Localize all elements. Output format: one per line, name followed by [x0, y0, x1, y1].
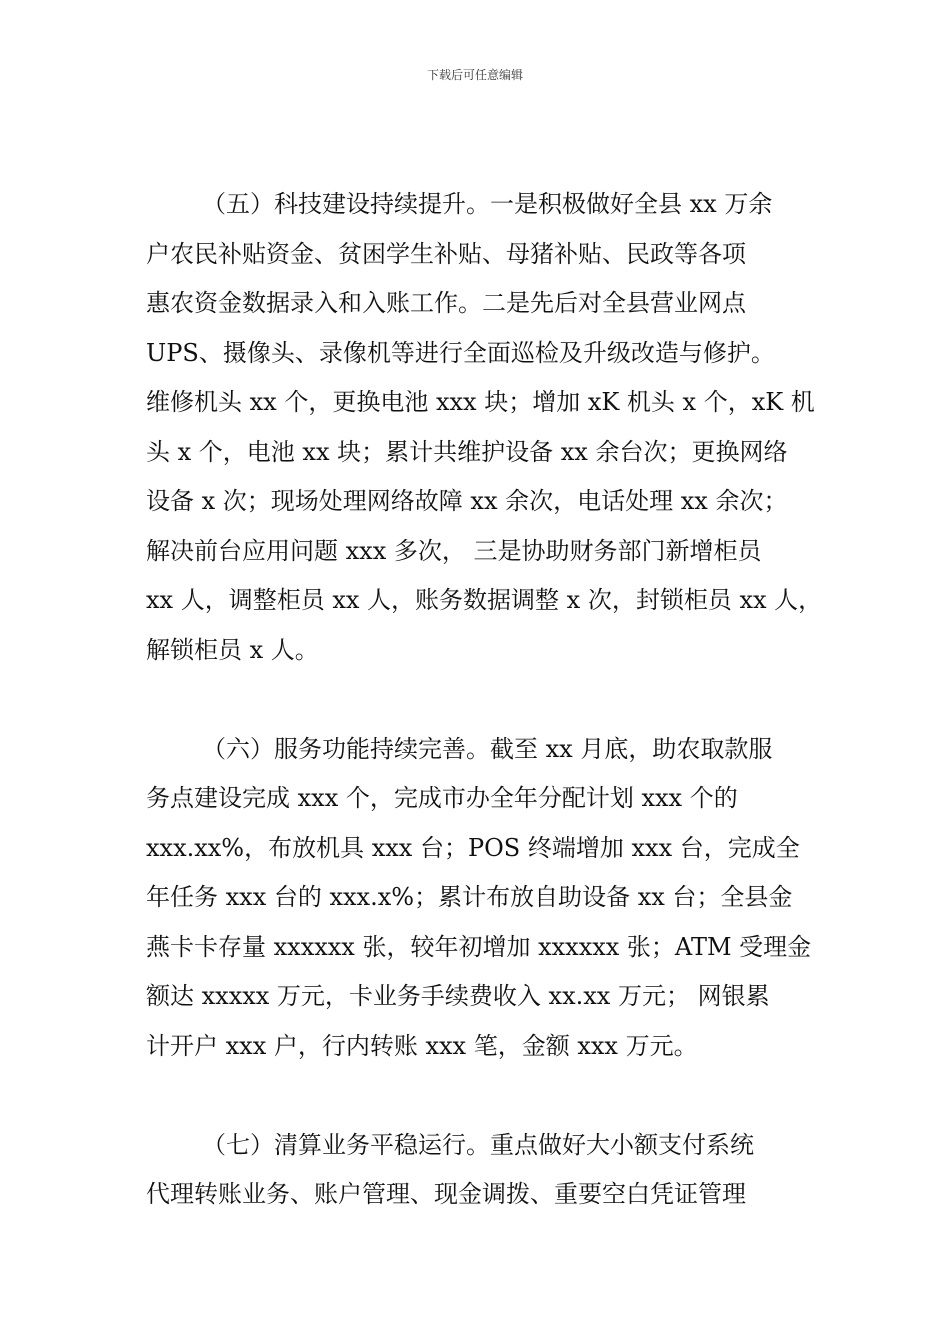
page-header: 下载后可任意编辑 — [426, 68, 523, 82]
paragraph-line: 户农民补贴资金、贫困学生补贴、母猪补贴、民政等各项 — [146, 239, 746, 268]
document-body — [146, 180, 823, 1220]
paragraph-line: UPS、摄像头、录像机等进行全面巡检及升级改造与修护。 — [146, 338, 775, 367]
paragraph-line: 头 x 个，电池 xx 块；累计共维护设备 xx 余台次；更换网络 — [146, 437, 788, 466]
paragraph-line: 解锁柜员 x 人。 — [146, 635, 319, 664]
paragraph-line: 代理转账业务、账户管理、现金调拨、重要空白凭证管理 — [146, 1180, 746, 1208]
paragraph-line: xxx.xx%，布放机具 xxx 台；POS 终端增加 xxx 台，完成全 — [146, 833, 800, 862]
paragraph-line: （五）科技建设持续提升。一是积极做好全县 xx 万余 — [202, 190, 773, 218]
paragraph-tech-construction — [146, 180, 823, 675]
paragraph-spacer — [146, 1071, 814, 1121]
paragraph-line: xx 人，调整柜员 xx 人，账务数据调整 x 次，封锁柜员 xx 人， — [146, 586, 823, 614]
paragraph-line: 维修机头 xx 个，更换电池 xxx 块；增加 xK 机头 x 个，xK 机 — [146, 388, 815, 416]
paragraph-line: 计开户 xxx 户，行内转账 xxx 笔，金额 xxx 万元。 — [146, 1031, 698, 1060]
paragraph-line: 惠农资金数据录入和入账工作。二是先后对全县营业网点 — [146, 289, 746, 317]
paragraph-line: （六）服务功能持续完善。截至 xx 月底，助农取款服 — [202, 734, 773, 763]
paragraph-line: 设备 x 次；现场处理网络故障 xx 余次，电话处理 xx 余次； — [146, 487, 788, 515]
paragraph-line: 务点建设完成 xxx 个，完成市办全年分配计划 xxx 个的 — [146, 784, 738, 812]
paragraph-service-functions — [146, 725, 814, 1072]
paragraph-line: 年任务 xxx 台的 xxx.x%；累计布放自助设备 xx 台；全县金 — [146, 883, 793, 911]
paragraph-line: 额达 xxxxx 万元，卡业务手续费收入 xx.xx 万元； 网银累 — [146, 982, 770, 1010]
paragraph-line: 燕卡卡存量 xxxxxx 张，较年初增加 xxxxxx 张；ATM 受理金 — [146, 932, 812, 961]
paragraph-clearing-business — [146, 1121, 814, 1220]
paragraph-spacer — [146, 675, 814, 725]
paragraph-line: 解决前台应用问题 xxx 多次， 三是协助财务部门新增柜员 — [146, 536, 762, 565]
paragraph-line: （七）清算业务平稳运行。重点做好大小额支付系统 — [202, 1130, 754, 1159]
